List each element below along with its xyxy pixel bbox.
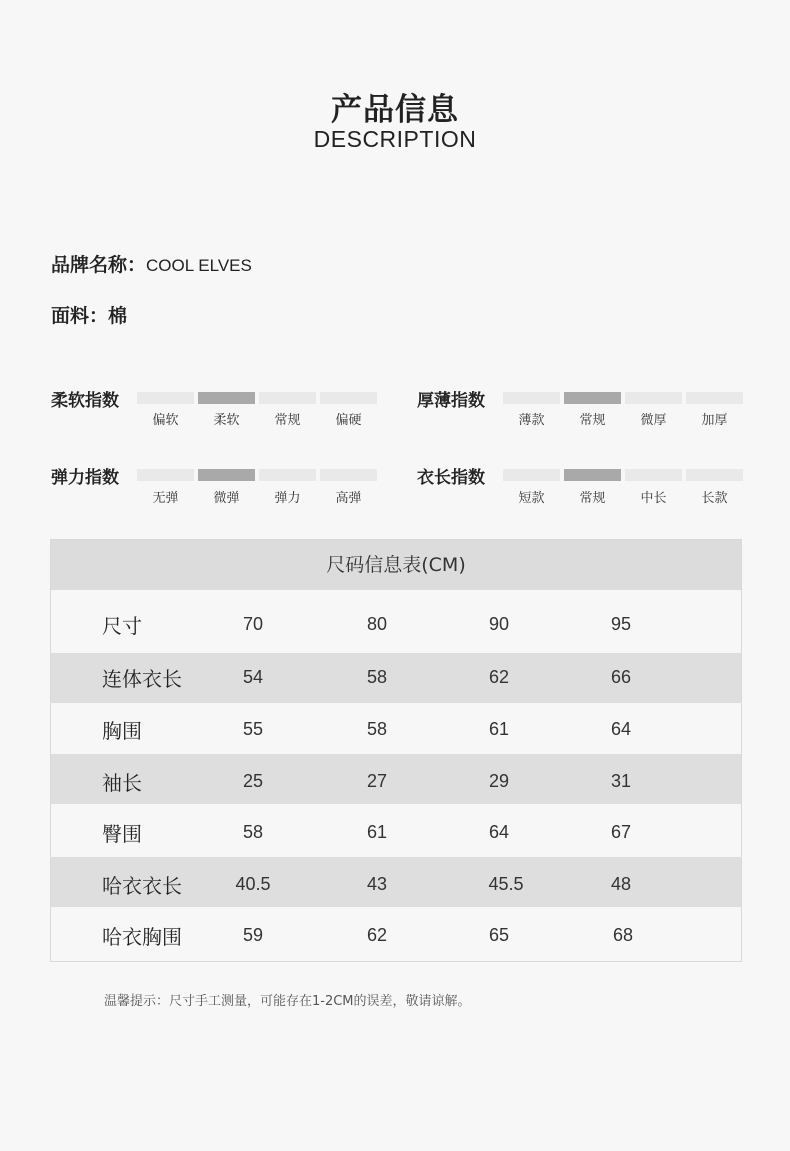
brand-value: COOL ELVES [146, 256, 252, 275]
table-cell: 61 [366, 822, 388, 842]
scale-segment [320, 469, 377, 481]
table-row [51, 857, 741, 907]
fabric-line [51, 301, 127, 328]
scale-option-label: 常规 [579, 413, 606, 428]
scale-segment-selected [564, 469, 621, 481]
scale-segment [137, 392, 194, 404]
table-row [51, 653, 741, 703]
table-cell: 29 [488, 771, 510, 791]
scale-option-label: 微厚 [640, 413, 667, 428]
index-scale-length [503, 469, 743, 509]
scale-option-label: 薄款 [518, 413, 545, 428]
index-scale-elasticity [137, 469, 377, 509]
scale-option-label: 常规 [579, 491, 606, 506]
scale-option-label: 柔软 [213, 413, 240, 428]
table-row [51, 600, 741, 650]
table-cell: 61 [488, 719, 510, 739]
table-cell: 58 [242, 822, 264, 842]
table-cell: 58 [366, 719, 388, 739]
table-cell: 40.5 [235, 874, 271, 894]
scale-segment [625, 469, 682, 481]
table-cell: 54 [242, 667, 264, 687]
row-name: 胸围 [102, 719, 142, 743]
index-label-softness: 柔软指数 [51, 391, 119, 411]
scale-option-label: 常规 [274, 413, 301, 428]
scale-segment [686, 392, 743, 404]
scale-segment [320, 392, 377, 404]
scale-option-label: 无弹 [152, 491, 179, 506]
scale-option-label: 偏软 [152, 413, 179, 428]
scale-segment-selected [198, 469, 255, 481]
scale-option-label: 微弹 [213, 491, 240, 506]
table-cell: 55 [242, 719, 264, 739]
table-cell: 48 [610, 874, 632, 894]
brand-label: 品牌名称： [51, 254, 147, 276]
table-cell: 31 [610, 771, 632, 791]
scale-segment-selected [198, 392, 255, 404]
scale-option-label: 加厚 [701, 413, 728, 428]
scale-option-label: 中长 [640, 491, 667, 506]
fabric-label: 面料： [51, 305, 109, 327]
table-row [51, 806, 741, 856]
measurement-note: 温馨提示：尺寸手工测量，可能存在1-2CM的误差，敬请谅解。 [104, 994, 471, 1009]
index-scale-softness [137, 392, 377, 432]
scale-option-label: 偏硬 [335, 413, 362, 428]
table-cell: 95 [610, 614, 632, 634]
table-cell: 64 [610, 719, 632, 739]
table-cell: 62 [488, 667, 510, 687]
row-name: 哈衣衣长 [102, 874, 182, 898]
scale-segment [259, 469, 316, 481]
scale-segment [137, 469, 194, 481]
table-cell: 90 [488, 614, 510, 634]
index-label-length: 衣长指数 [417, 468, 485, 488]
size-table-title: 尺码信息表(CM) [51, 540, 741, 590]
table-row [51, 754, 741, 804]
brand-line [51, 250, 252, 277]
scale-option-label: 短款 [518, 491, 545, 506]
table-row [51, 704, 741, 754]
table-cell: 58 [366, 667, 388, 687]
scale-option-label: 长款 [701, 491, 728, 506]
table-cell: 45.5 [488, 874, 524, 894]
table-cell: 59 [242, 925, 264, 945]
table-cell: 67 [610, 822, 632, 842]
scale-segment-selected [564, 392, 621, 404]
row-name: 尺寸 [102, 614, 142, 638]
size-table [50, 539, 742, 962]
table-cell: 66 [610, 667, 632, 687]
scale-option-label: 高弹 [335, 491, 362, 506]
index-label-thickness: 厚薄指数 [417, 391, 485, 411]
index-label-elasticity: 弹力指数 [51, 468, 119, 488]
table-cell: 65 [488, 925, 510, 945]
row-name: 哈衣胸围 [102, 925, 182, 949]
table-cell: 64 [488, 822, 510, 842]
row-name: 臀围 [102, 822, 142, 846]
page-title-en: DESCRIPTION [313, 126, 477, 152]
index-scale-thickness [503, 392, 743, 432]
table-cell: 43 [366, 874, 388, 894]
page-title-cn: 产品信息 [331, 92, 459, 128]
table-cell: 70 [242, 614, 264, 634]
scale-option-label: 弹力 [274, 491, 301, 506]
table-cell: 68 [612, 925, 634, 945]
table-cell: 25 [242, 771, 264, 791]
row-name: 连体衣长 [102, 667, 182, 691]
row-name: 袖长 [102, 771, 142, 795]
table-cell: 62 [366, 925, 388, 945]
table-cell: 27 [366, 771, 388, 791]
scale-segment [259, 392, 316, 404]
scale-segment [503, 469, 560, 481]
table-cell: 80 [366, 614, 388, 634]
table-row [51, 908, 741, 958]
scale-segment [686, 469, 743, 481]
fabric-value: 棉 [108, 305, 128, 327]
scale-segment [503, 392, 560, 404]
scale-segment [625, 392, 682, 404]
